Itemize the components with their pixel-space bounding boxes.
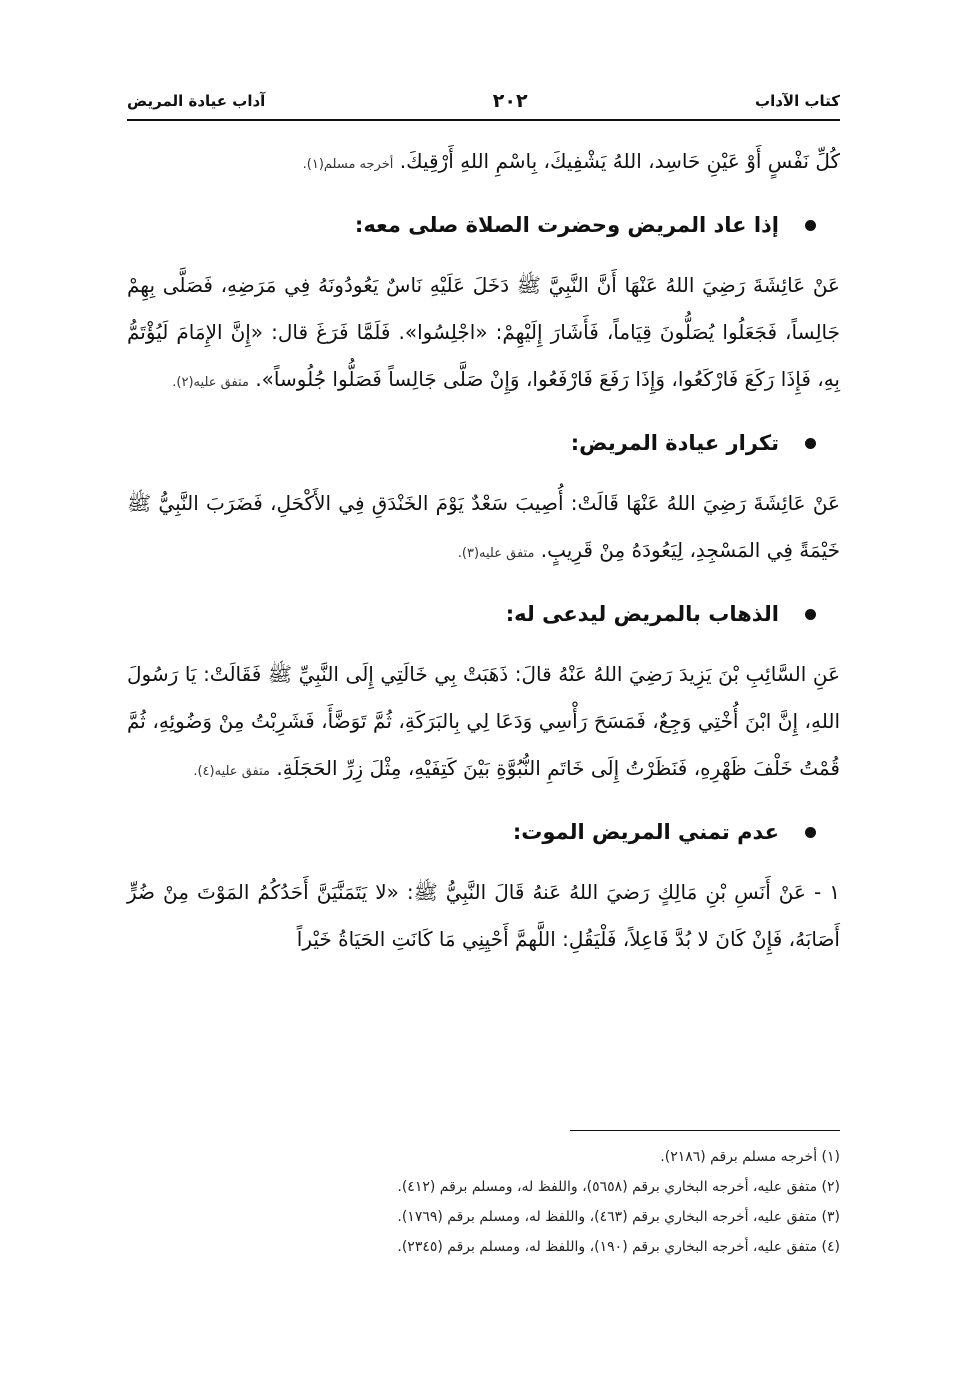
paragraph-hadith-3: عَنِ السَّائِبِ بْنَ يَزِيدَ رَضِيَ اللهُ عَنْهُ قالَ: ذَهَبَتْ بِي خَالَتِي إِلَى النَّبِيِّ ﷺ فَقَالَتْ: يَا رَسُولَ اللهِ، إِنَّ ابْنَ أُخْتِي وَجِعٌ، فَمَسَحَ رَأْسِي وَدَعَا لِي بِالبَرَكَةِ، ثُمَّ تَوَضَّأَ، فَشَرِبْتُ مِنْ وَضُوئِهِ، ثُمَّ قُمْتُ خَلْفَ ظَهْرِهِ، فَنَظَرْتُ إِلَى خَاتَمِ النُّبُوَّةِ بَيْنَ كَتِفَيْهِ، مِثْلَ زِرِّ الحَجَلَةِ. متفق عليه(٤).	[127, 662, 840, 780]
footnote-2: (٢) متفق عليه، أخرجه البخاري برقم (٥٦٥٨)، واللفظ له، ومسلم برقم (٤١٢).	[397, 1179, 840, 1195]
footnote-divider	[570, 1130, 840, 1131]
hadith-source-note: متفق عليه(٤).	[193, 764, 270, 779]
paragraph-hadith-4: ١ - عَنْ أَنَسِ بْنِ مَالِكٍ رَضيَ اللهُ عَنهُ قَالَ النَّبِيُّ ﷺ: «لا يَتَمَنَّيَنَّ أَحَدُكُمُ المَوْتَ مِنْ ضُرٍّ أَصَابَهُ، فَإِنْ كَانَ لا بُدَّ فَاعِلاً، فَلْيَقُلِ: اللَّهمَّ أَحْيِنِي مَا كَانَتِ الحَيَاةُ خَيْراً	[127, 880, 840, 951]
footnotes	[127, 1142, 840, 1262]
footnote-1: (١) أخرجه مسلم برقم (٢١٨٦).	[660, 1149, 840, 1165]
section-heading-take-sick-for-prayer: الذهاب بالمريض ليدعى له:	[127, 583, 840, 645]
main-text	[127, 138, 840, 963]
page-number: ٢٠٢	[492, 90, 528, 112]
bullet-icon	[805, 220, 816, 231]
paragraph-continuation: كُلِّ نَفْسٍ أَوْ عَيْنِ حَاسِد، اللهُ يَشْفِيكَ، بِاسْمِ اللهِ أَرْقِيكَ. أخرجه مسلم(١).	[302, 149, 840, 173]
bullet-icon	[805, 609, 816, 620]
footnote-3: (٣) متفق عليه، أخرجه البخاري برقم (٤٦٣)، واللفظ له، ومسلم برقم (١٧٦٩).	[397, 1209, 840, 1225]
hadith-source-note: متفق عليه(٢).	[172, 375, 249, 390]
paragraph-hadith-2: عَنْ عَائِشَةَ رَضِيَ اللهُ عَنْهَا قَالَتْ: أُصِيبَ سَعْدٌ يَوْمَ الخَنْدَقِ فِي الأَكْحَلِ، فَضَرَبَ النَّبِيُّ ﷺ خَيْمَةً فِي المَسْجِدِ، لِيَعُودَهُ مِنْ قَرِيبٍ. متفق عليه(٣).	[127, 491, 840, 562]
chapter-title: آداب عيادة المريض	[127, 92, 266, 110]
section-heading-repeat-visit: تكرار عيادة المريض:	[127, 412, 840, 474]
paragraph-hadith-1: عَنْ عَائِشَةَ رَضِيَ اللهُ عَنْهَا أَنَّ النَّبِيَّ ﷺ دَخَلَ عَلَيْهِ نَاسٌ يَعُودُونَهُ فِي مَرَضِهِ، فَصَلَّى بِهِمْ جَالِساً، فَجَعَلُوا يُصَلُّونَ قِيَاماً، فَأَشَارَ إِلَيْهِمْ: «اجْلِسُوا». فَلَمَّا فَرَغَ قال: «إِنَّ الإِمَامَ لَيُؤْتَمُّ بِهِ، فَإِذَا رَكَعَ فَارْكَعُوا، وَإِذَا رَفَعَ فَارْفَعُوا، وَإِنْ صَلَّى جَالِساً فَصَلُّوا جُلُوساً». متفق عليه(٢).	[127, 273, 840, 391]
running-header	[127, 86, 840, 116]
bullet-icon	[805, 827, 816, 838]
hadith-source-note: متفق عليه(٣).	[457, 546, 535, 561]
section-heading-visit-prayer: إذا عاد المريض وحضرت الصلاة صلى معه:	[127, 194, 840, 256]
bullet-icon	[805, 438, 816, 449]
book-title: كتاب الآداب	[755, 92, 840, 110]
hadith-source-note: أخرجه مسلم(١).	[302, 157, 394, 172]
header-divider	[127, 119, 840, 121]
footnote-4: (٤) متفق عليه، أخرجه البخاري برقم (١٩٠)، واللفظ له، ومسلم برقم (٢٣٤٥).	[397, 1239, 840, 1255]
section-heading-not-wishing-death: عدم تمني المريض الموت:	[127, 801, 840, 863]
